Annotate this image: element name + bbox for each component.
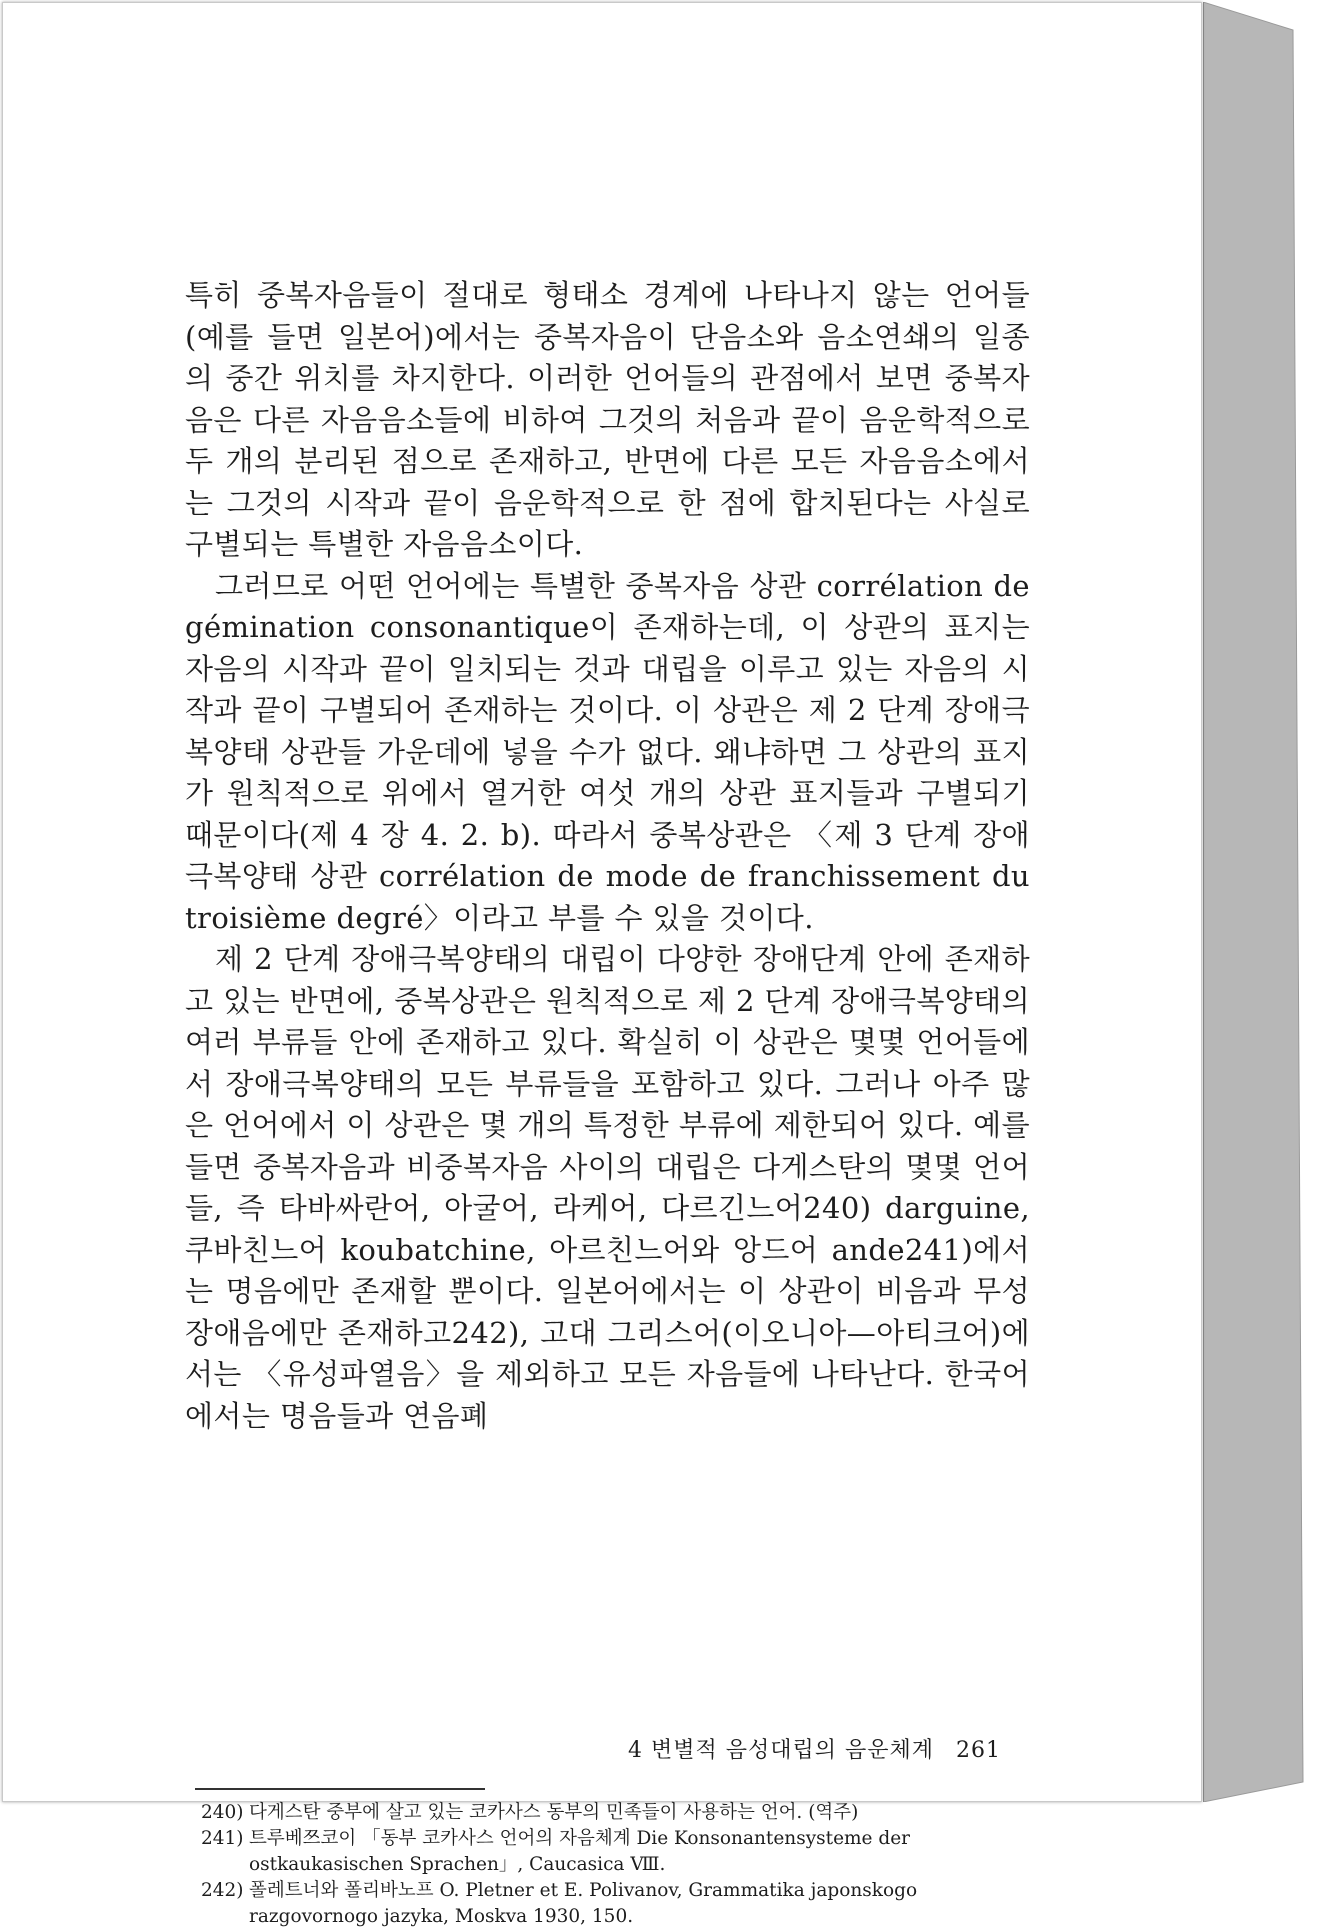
footnotes <box>201 1800 1031 1930</box>
page-number: 261 <box>956 1738 1001 1763</box>
paragraph-1: 특히 중복자음들이 절대로 형태소 경계에 나타나지 않는 언어들(예를 들면 일본어)에서는 중복자음이 단음소와 음소연쇄의 일종의 중간 위치를 차지한다. 이러한 언어들의 관점에서 보면 중복자음은 다른 자음음소들에 비하여 그것의 처음과 끝이 음운학적으로 두 개의 분리된 점으로 존재하고, 반면에 다른 모든 자음음소에서는 그것의 시작과 끝이 음운학적으로 한 점에 합치된다는 사실로 구별되는 특별한 자음음소이다. <box>185 278 1030 561</box>
footnote-text: 다게스탄 중부에 살고 있는 코카사스 동부의 민족들이 사용하는 언어. (역주) <box>249 1802 859 1823</box>
footnote-text: 트루베쯔코이 「동부 코카사스 언어의 자음체계 Die Konsonantensysteme der ostkaukasischen Sprachen」, Caucasica Ⅷ. <box>249 1828 911 1875</box>
footnote-separator <box>195 1788 485 1790</box>
paragraph-3: 제 2 단계 장애극복양태의 대립이 다양한 장애단계 안에 존재하고 있는 반면에, 중복상관은 원칙적으로 제 2 단계 장애극복양태의 여러 부류들 안에 존재하고 있다. 확실히 이 상관은 몇몇 언어들에서 장애극복양태의 모든 부류들을 포함하고 있다. 그러나 아주 많은 언어에서 이 상관은 몇 개의 특정한 부류에 제한되어 있다. 예를 들면 중복자음과 비중복자음 사이의 대립은 다게스탄의 몇몇 언어들, 즉 타바싸란어, 아굴어, 라케어, 다르긴느어240) darguine, 쿠바친느어 koubatchine, 아르친느어와 앙드어 ande241)에서는 명음에만 존재할 뿐이다. 일본어에서는 이 상관이 비음과 무성장애음에만 존재하고242), 고대 그리스어(이오니아—아티크어)에서는 〈유성파열음〉을 제외하고 모든 자음들에 나타난다. 한국어에서는 명음들과 연음폐 <box>185 942 1030 1433</box>
book-page <box>2 2 1202 1927</box>
running-footer <box>628 1733 1001 1764</box>
footnote-241 <box>201 1826 1031 1878</box>
book-thickness-edge <box>1203 2 1313 1802</box>
footnote-number: 241) <box>201 1828 244 1849</box>
paragraph-2: 그러므로 어떤 언어에는 특별한 중복자음 상관 corrélation de gémination consonantique이 존재하는데, 이 상관의 표지는 자음의 시작과 끝이 일치되는 것과 대립을 이루고 있는 자음의 시작과 끝이 구별되어 존재하는 것이다. 이 상관은 제 2 단계 장애극복양태 상관들 가운데에 넣을 수가 없다. 왜냐하면 그 상관의 표지가 원칙적으로 위에서 열거한 여섯 개의 상관 표지들과 구별되기 때문이다(제 4 장 4. 2. b). 따라서 중복상관은 〈제 3 단계 장애극복양태 상관 corrélation de mode de franchissement du troisième degré〉이라고 부를 수 있을 것이다. <box>185 568 1030 935</box>
footnote-number: 242) <box>201 1880 244 1901</box>
body-text <box>185 275 1030 1437</box>
footnote-number: 240) <box>201 1802 244 1823</box>
footnote-text: 폴레트너와 폴리바노프 O. Pletner et E. Polivanov, Grammatika japonskogo razgovornogo jazyka, Moskva 1930, 150. <box>249 1880 918 1927</box>
chapter-title: 4 변별적 음성대립의 음운체계 <box>627 1738 934 1763</box>
footnote-242 <box>201 1878 1031 1930</box>
footnote-240 <box>201 1800 1031 1826</box>
